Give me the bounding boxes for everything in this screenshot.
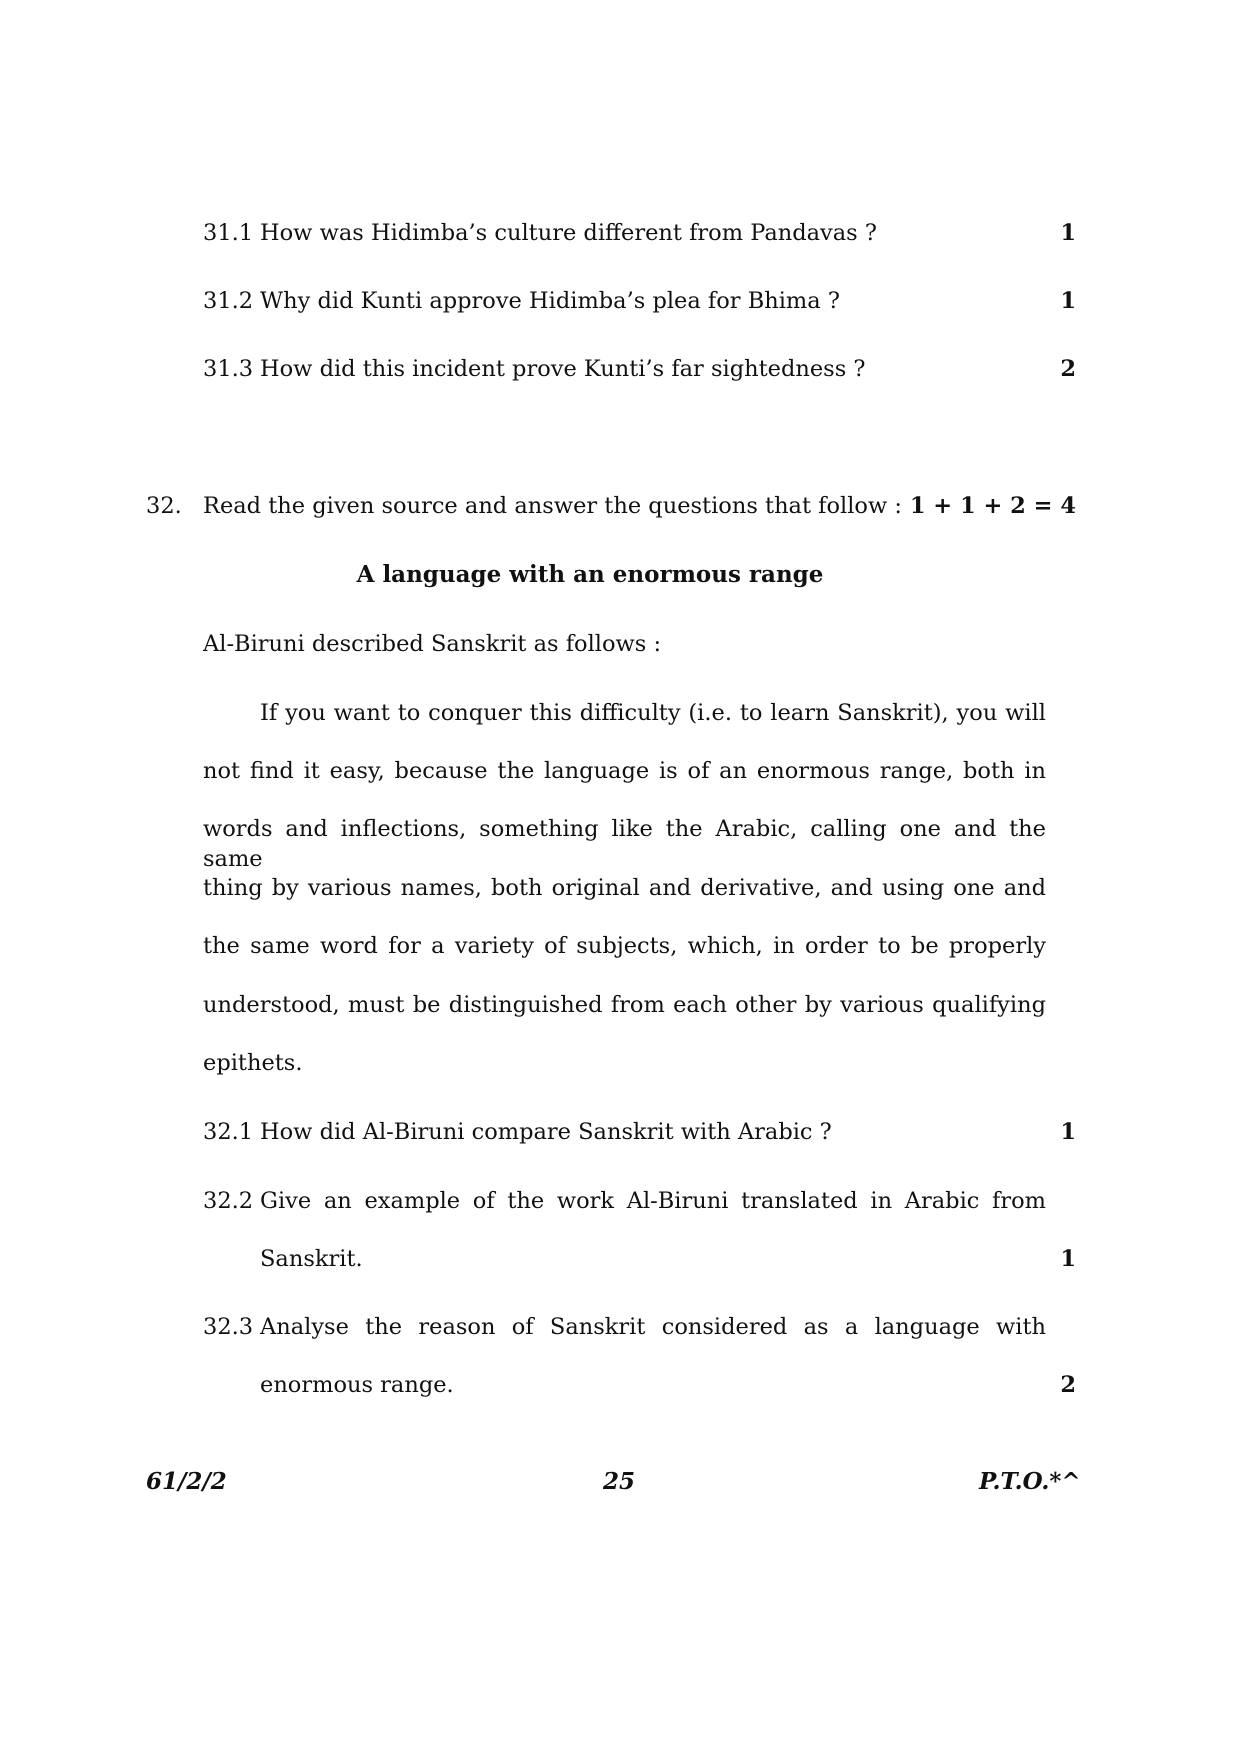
source-title: A language with an enormous range <box>356 561 824 588</box>
page-number: 25 <box>603 1468 636 1495</box>
question-text-continued: enormous range. <box>260 1372 454 1398</box>
question-prompt: Read the given source and answer the questions that follow : <box>203 493 902 519</box>
marks: 2 <box>1060 356 1076 382</box>
question-text: How did this incident prove Kunti’s far sightedness ? <box>260 356 866 382</box>
question-number: 31.1 <box>203 220 254 246</box>
passage-line: understood, must be distinguished from each other by various qualifying <box>203 992 1046 1018</box>
question-text: How did Al-Biruni compare Sanskrit with Arabic ? <box>260 1119 832 1145</box>
question-text: Give an example of the work Al-Biruni translated in Arabic from <box>260 1188 1046 1214</box>
question-text: Analyse the reason of Sanskrit considered as a language with <box>260 1314 1046 1340</box>
question-number: 32. <box>146 493 182 519</box>
marks-total: 1 + 1 + 2 = 4 <box>909 493 1076 519</box>
marks: 1 <box>1060 288 1076 314</box>
passage-line: epithets. <box>203 1050 303 1076</box>
passage-line: not find it easy, because the language is of an enormous range, both in <box>203 758 1046 784</box>
marks: 1 <box>1060 220 1076 246</box>
source-intro: Al-Biruni described Sanskrit as follows : <box>203 631 662 657</box>
marks: 1 <box>1060 1246 1076 1272</box>
question-number: 31.2 <box>203 288 254 314</box>
question-number: 32.2 <box>203 1188 254 1214</box>
question-number: 31.3 <box>203 356 254 382</box>
question-text: Why did Kunti approve Hidimba’s plea for Bhima ? <box>260 288 840 314</box>
pto-label: P.T.O.*^ <box>979 1468 1081 1495</box>
marks: 2 <box>1060 1372 1076 1398</box>
question-text: How was Hidimba’s culture different from Pandavas ? <box>260 220 877 246</box>
paper-code: 61/2/2 <box>146 1468 227 1495</box>
question-number: 32.3 <box>203 1314 254 1340</box>
passage-line: If you want to conquer this difficulty (i.e. to learn Sanskrit), you will <box>260 700 1046 726</box>
question-number: 32.1 <box>203 1119 254 1145</box>
marks: 1 <box>1060 1119 1076 1145</box>
question-text-continued: Sanskrit. <box>260 1246 363 1272</box>
passage-line: words and inflections, something like the Arabic, calling one and the same <box>203 816 1046 872</box>
passage-line: the same word for a variety of subjects, which, in order to be properly <box>203 933 1046 959</box>
passage-line: thing by various names, both original and derivative, and using one and <box>203 875 1046 901</box>
